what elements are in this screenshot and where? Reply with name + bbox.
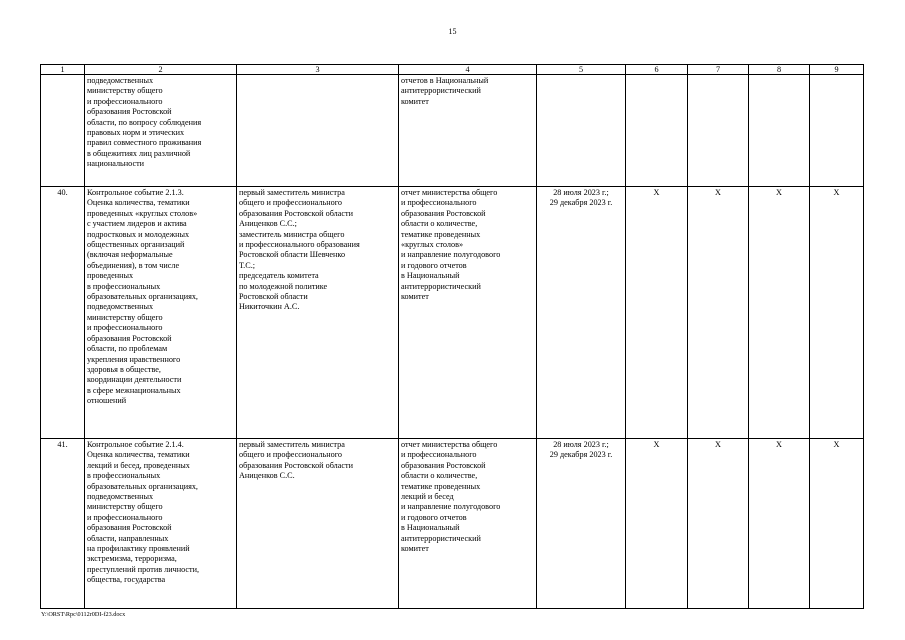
mark-cell: X [688, 187, 749, 439]
column-number: 1 [41, 65, 85, 75]
row-number: 41. [41, 439, 85, 609]
measures-table [40, 64, 864, 609]
mark-cell [810, 75, 864, 187]
column-number: 7 [688, 65, 749, 75]
mark-cell [626, 75, 688, 187]
responsible-cell: первый заместитель министра общего и профессионального образования Ростовской области Аниценков С.С.; заместитель министра общего и профессионального образования Ростовской области Шевченко Т.С.; председатель комитета по молодежной политике Ростовской области Никиточкин А.С. [237, 187, 399, 439]
column-number: 9 [810, 65, 864, 75]
responsible-cell: первый заместитель министра общего и профессионального образования Ростовской области Аниценков С.С. [237, 439, 399, 609]
result-cell: отчетов в Национальный антитеррористический комитет [399, 75, 537, 187]
column-number: 5 [537, 65, 626, 75]
deadline-cell [537, 75, 626, 187]
result-cell: отчет министерства общего и профессионального образования Ростовской области о количестве, тематике проведенных лекций и бесед и направление полугодового и годового отчетов в Национальный антитеррористический комитет [399, 439, 537, 609]
mark-cell: X [749, 439, 810, 609]
file-path-footer: Y:\ORST\Rpc\0112r0DI-f23.docx [41, 611, 126, 618]
column-number: 3 [237, 65, 399, 75]
mark-cell [688, 75, 749, 187]
mark-cell: X [749, 187, 810, 439]
event-cell: подведомственных министерству общего и профессионального образования Ростовской области, по вопросу соблюдения правовых норм и этических правил совместного проживания в общежитиях лиц различной национальности [85, 75, 237, 187]
row-number: 40. [41, 187, 85, 439]
mark-cell: X [810, 439, 864, 609]
row-number [41, 75, 85, 187]
mark-cell: X [688, 439, 749, 609]
result-cell: отчет министерства общего и профессионального образования Ростовской области о количестве, тематике проведенных «круглых столов» и направление полугодового и годового отчетов в Национальный антитеррористический комитет [399, 187, 537, 439]
mark-cell: X [626, 439, 688, 609]
event-cell: Контрольное событие 2.1.3. Оценка количества, тематики проведенных «круглых столов» с участием лидеров и актива подростковых и молодежных общественных организаций (включая неформальные объединения), в том числе проведенных в профессиональных образовательных организациях, подведомственных министерству общего и профессионального образования Ростовской области, по проблемам укрепления нравственного здоровья в обществе, координации деятельности в сфере межнациональных отношений [85, 187, 237, 439]
column-number: 2 [85, 65, 237, 75]
deadline-cell: 28 июля 2023 г.; 29 декабря 2023 г. [537, 187, 626, 439]
column-number: 6 [626, 65, 688, 75]
page-number: 15 [448, 27, 457, 36]
column-number: 8 [749, 65, 810, 75]
event-cell: Контрольное событие 2.1.4. Оценка количества, тематики лекций и бесед, проведенных в профессиональных образовательных организациях, подведомственных министерству общего и профессионального образования Ростовской области, направленных на профилактику проявлений экстремизма, терроризма, преступлений против личности, общества, государства [85, 439, 237, 609]
deadline-cell: 28 июля 2023 г.; 29 декабря 2023 г. [537, 439, 626, 609]
mark-cell: X [810, 187, 864, 439]
mark-cell: X [626, 187, 688, 439]
table-row [41, 187, 864, 439]
column-number: 4 [399, 65, 537, 75]
column-number-row [41, 65, 864, 75]
mark-cell [749, 75, 810, 187]
table-row [41, 75, 864, 187]
table-row [41, 439, 864, 609]
responsible-cell [237, 75, 399, 187]
